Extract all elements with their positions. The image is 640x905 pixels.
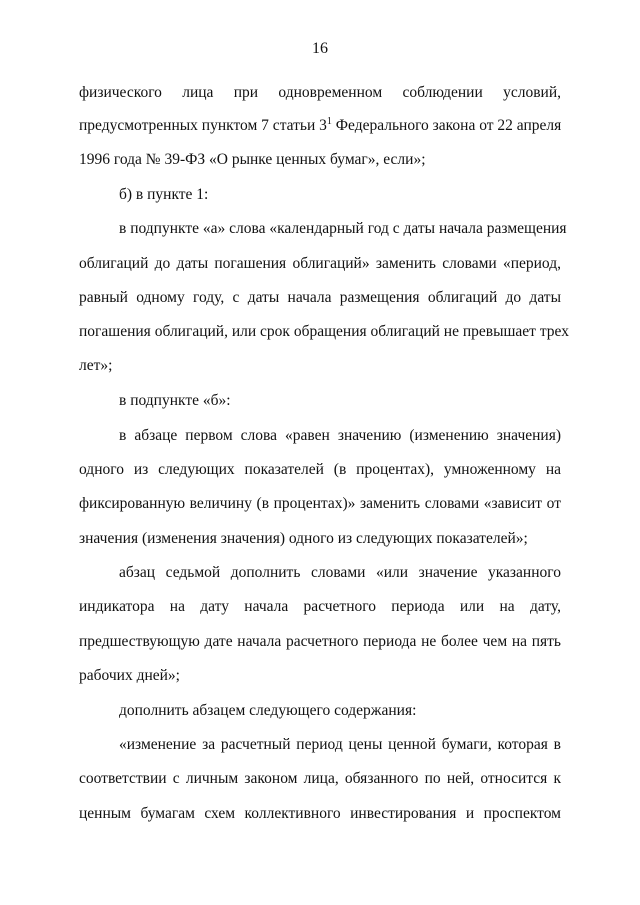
text-line: лет»;: [79, 357, 113, 374]
text-line: равный одному году, с даты начала размещения облигаций до даты: [79, 289, 561, 306]
page-number: 16: [312, 40, 328, 57]
text-line: [79, 115, 562, 134]
text-fragment: предусмотренных пунктом 7 статьи 3: [79, 117, 327, 134]
text-line: в абзаце первом слова «равен значению (изменению значения): [119, 427, 561, 444]
text-line: облигаций до даты погашения облигаций» заменить словами «период,: [79, 255, 561, 272]
text-line: физического лица при одновременном соблюдении условий,: [79, 84, 561, 101]
text-line: соответствии с личным законом лица, обязанного по ней, относится к: [79, 770, 561, 787]
text-line: в подпункте «б»:: [119, 392, 231, 409]
text-line: одного из следующих показателей (в процентах), умноженному на: [79, 461, 561, 478]
text-line: дополнить абзацем следующего содержания:: [119, 702, 417, 719]
superscript: 1: [326, 115, 332, 127]
text-line: рабочих дней»;: [79, 667, 180, 684]
text-line: ценным бумагам схем коллективного инвестирования и проспектом: [79, 805, 561, 822]
text-line: индикатора на дату начала расчетного периода или на дату,: [79, 598, 561, 615]
text-fragment: Федерального закона от 22 апреля: [331, 117, 562, 134]
text-line: значения (изменения значения) одного из следующих показателей»;: [79, 530, 528, 547]
text-line: 1996 года № 39-ФЗ «О рынке ценных бумаг», если»;: [79, 151, 426, 168]
text-line: погашения облигаций, или срок обращения облигаций не превышает трех: [79, 323, 569, 340]
text-line: в подпункте «а» слова «календарный год с даты начала размещения: [119, 220, 567, 237]
text-line: «изменение за расчетный период цены ценной бумаги, которая в: [119, 736, 561, 753]
text-line: б) в пункте 1:: [119, 186, 209, 203]
text-line: фиксированную величину (в процентах)» заменить словами «зависит от: [79, 495, 561, 512]
text-line: предшествующую дате начала расчетного периода не более чем на пять: [79, 633, 561, 650]
text-line: абзац седьмой дополнить словами «или значение указанного: [119, 564, 561, 581]
